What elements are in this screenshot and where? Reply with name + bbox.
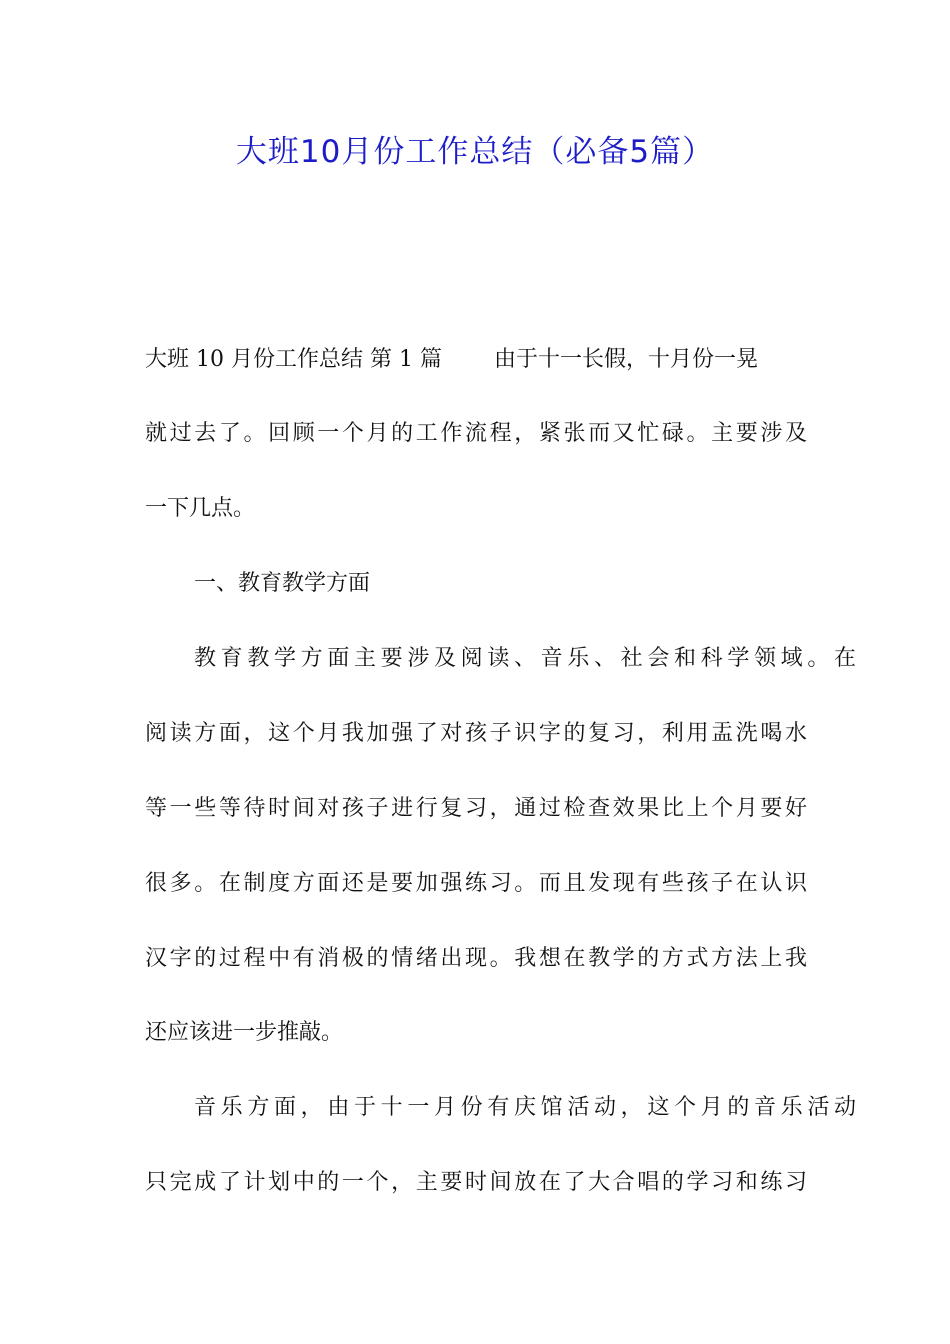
paragraph-line: 阅读方面，这个月我加强了对孩子识字的复习，利用盂洗喝水 bbox=[145, 721, 807, 746]
subheading: 一、教育教学方面 bbox=[194, 571, 371, 596]
paragraph-line: 教育教学方面主要涉及阅读、音乐、社会和科学领域。在 bbox=[194, 646, 856, 671]
paragraph-line: 就过去了。回顾一个月的工作流程，紧张而又忙碌。主要涉及 bbox=[145, 421, 807, 446]
paragraph-line: 音乐方面，由于十一月份有庆馆活动，这个月的音乐活动 bbox=[194, 1095, 856, 1120]
paragraph-line: 只完成了计划中的一个，主要时间放在了大合唱的学习和练习 bbox=[145, 1170, 807, 1195]
paragraph-line bbox=[145, 340, 807, 380]
section-heading: 大班 10 月份工作总结 第 1 篇 bbox=[145, 347, 442, 372]
line-text: 由于十一长假，十月份一晃 bbox=[493, 347, 758, 372]
paragraph-line: 等一些等待时间对孩子进行复习，通过检查效果比上个月要好 bbox=[145, 796, 807, 821]
paragraph-line: 汉字的过程中有消极的情绪出现。我想在教学的方式方法上我 bbox=[145, 946, 807, 971]
paragraph-line: 很多。在制度方面还是要加强练习。而且发现有些孩子在认识 bbox=[145, 871, 807, 896]
paragraph-line: 还应该进一步推敲。 bbox=[145, 1020, 344, 1045]
paragraph-line: 一下几点。 bbox=[145, 496, 256, 521]
document-title: 大班10月份工作总结（必备5篇） bbox=[235, 134, 715, 170]
